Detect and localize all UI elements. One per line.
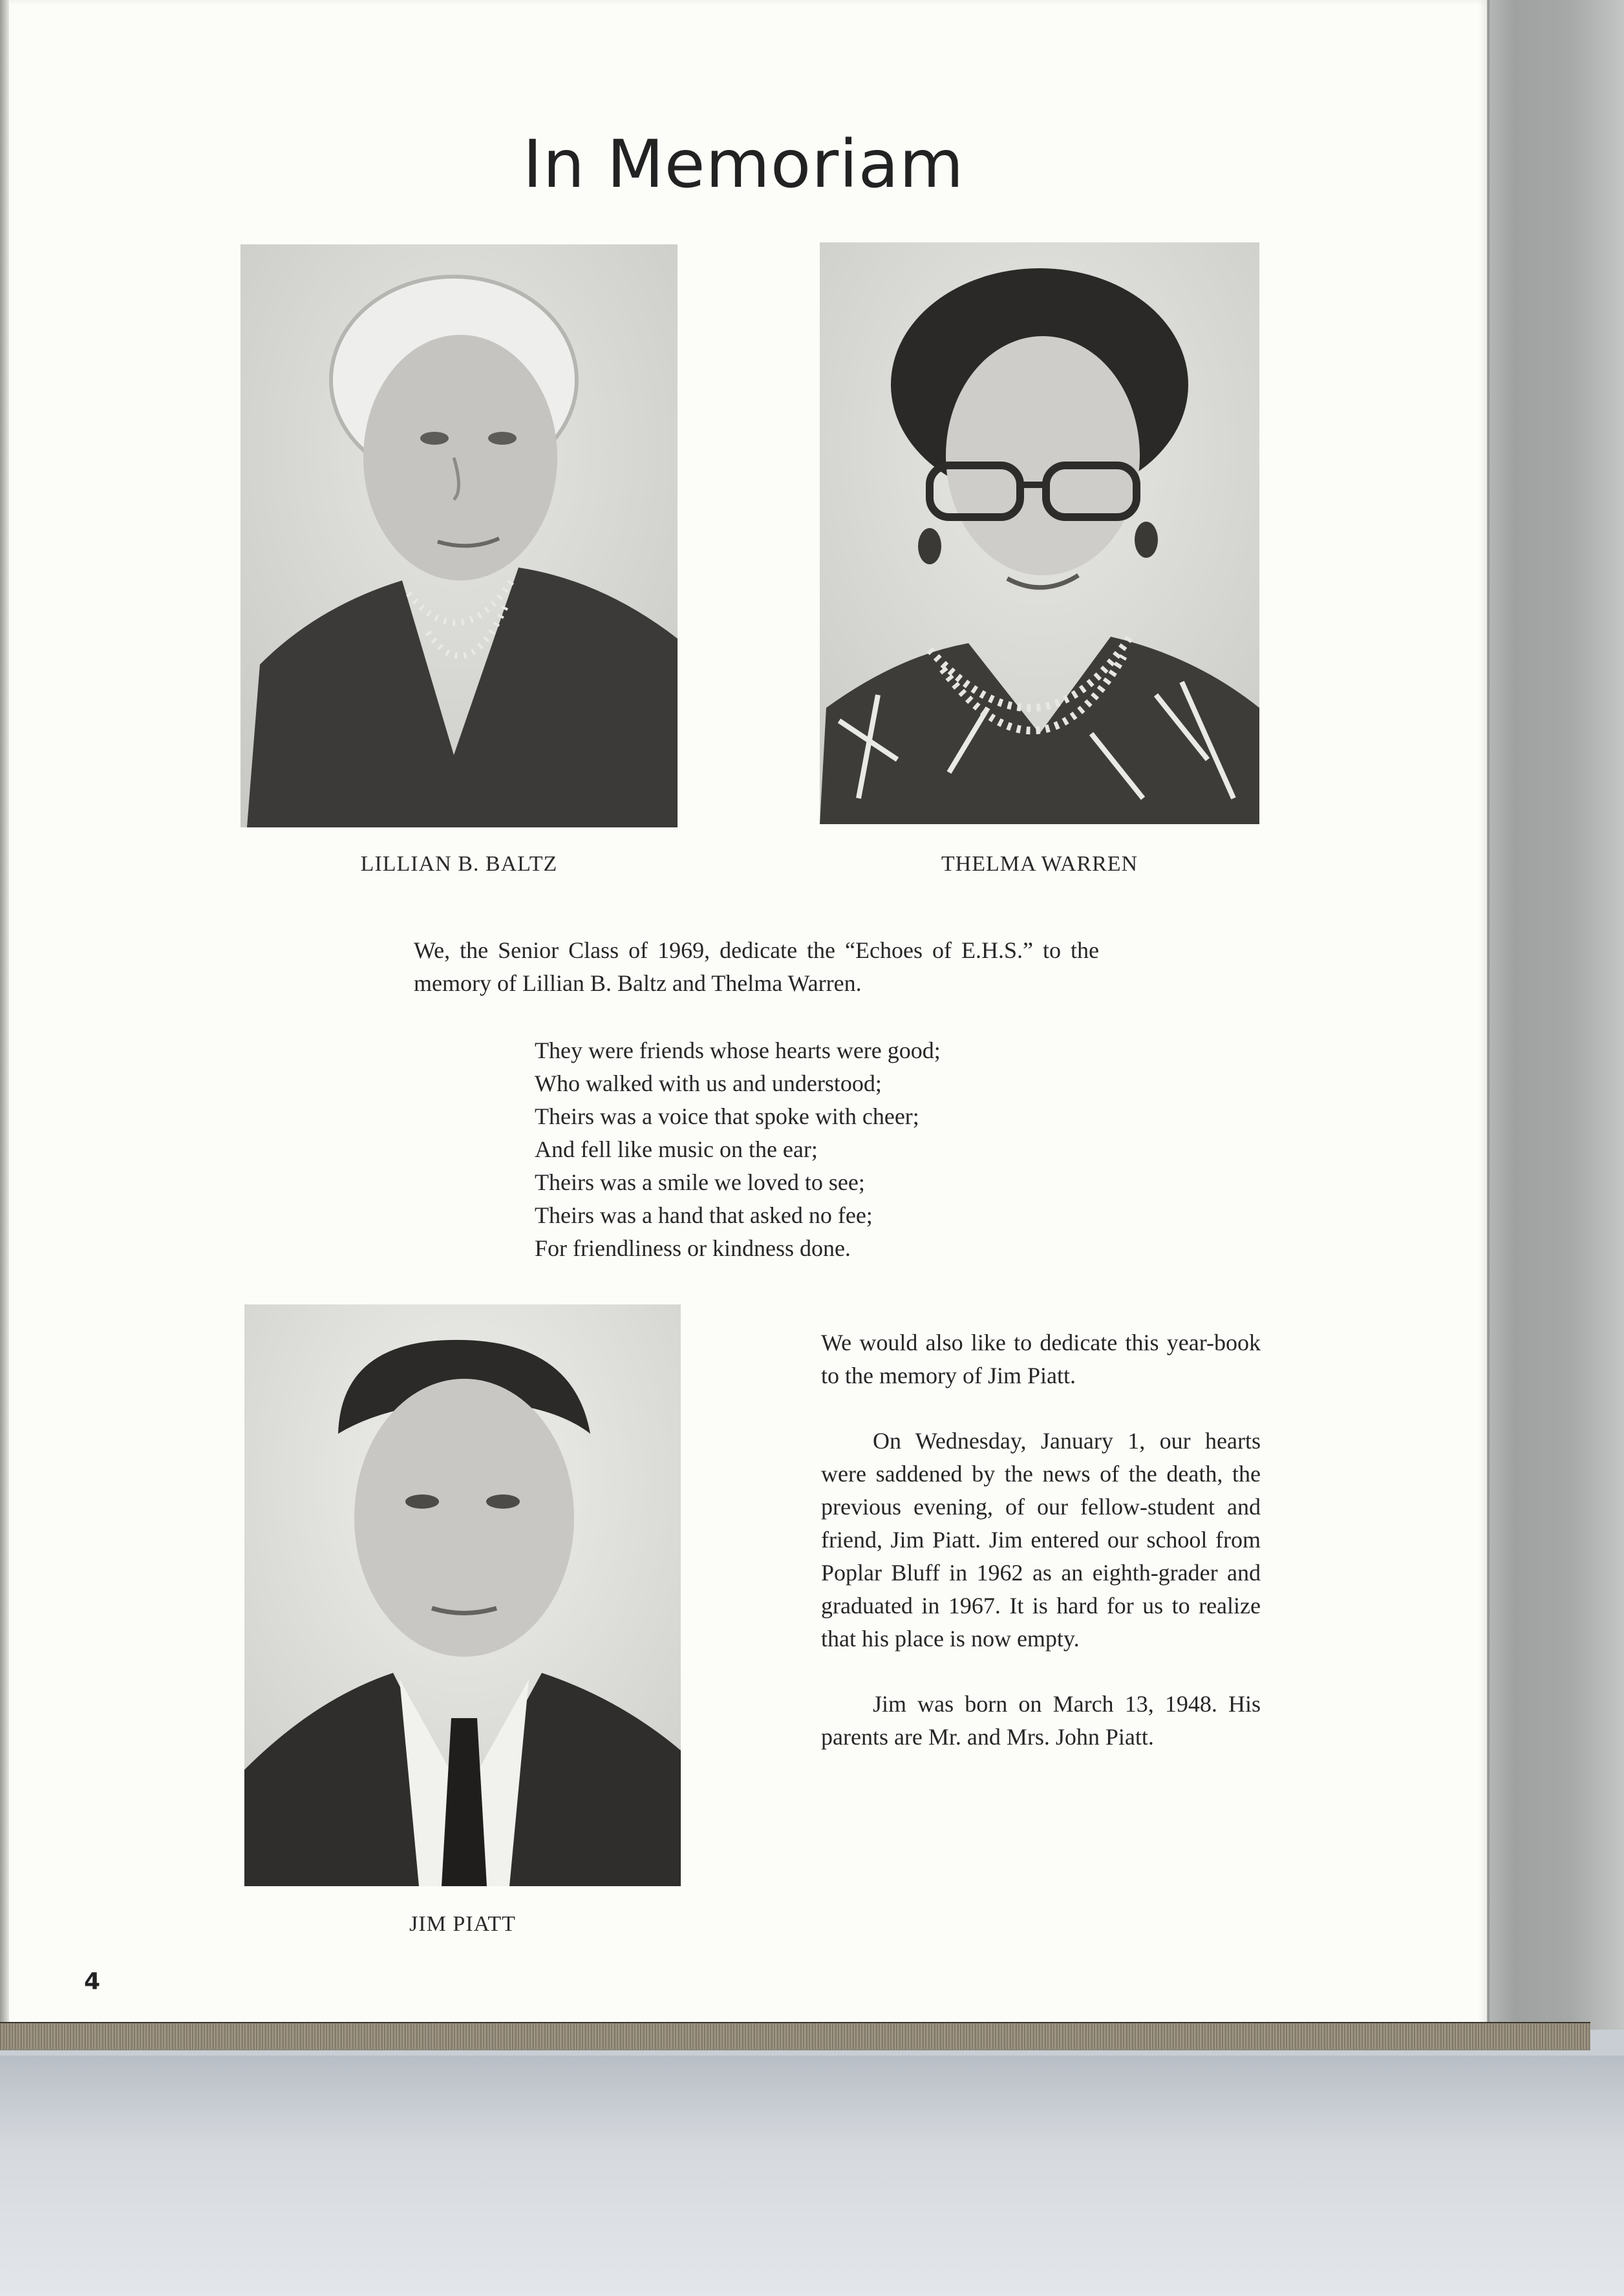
poem-line: Theirs was a hand that asked no fee; <box>535 1202 873 1228</box>
jim-birth-paragraph: Jim was born on March 13, 1948. His parents are Mr. and Mrs. John Piatt. <box>821 1691 1261 1750</box>
portrait-lillian-baltz <box>240 244 678 827</box>
caption-thelma-warren: THELMA WARREN <box>941 852 1138 876</box>
jim-news-paragraph: On Wednesday, January 1, our hearts were saddened by the news of the death, the previous evening, of our fellow-student and friend, Jim Piatt. Jim entered our school from Poplar Bluff in 1962 as an eighth-grader and graduated in 1967. It is hard for us to realize that his place is now empty. <box>821 1428 1261 1652</box>
caption-jim-piatt: JIM PIATT <box>409 1912 516 1936</box>
poem-line: Who walked with us and understood; <box>535 1070 882 1096</box>
jim-dedication-paragraph: We would also like to dedicate this year-book to the memory of Jim Piatt. <box>821 1330 1261 1388</box>
page-number: 4 <box>84 1968 101 1995</box>
scanner-background <box>0 2056 1624 2296</box>
poem-line: They were friends whose hearts were good; <box>535 1037 941 1063</box>
page-left-edge <box>0 0 9 2030</box>
poem-line: For friendliness or kindness done. <box>535 1235 851 1261</box>
poem-line: Theirs was a voice that spoke with cheer; <box>535 1103 919 1129</box>
poem-line: And fell like music on the ear; <box>535 1136 818 1162</box>
dedication-text: We, the Senior Class of 1969, dedicate the “Echoes of E.H.S.” to the memory of Lillian B. Baltz and Thelma Warren. <box>414 937 1099 996</box>
poem-line: Theirs was a smile we loved to see; <box>535 1169 865 1195</box>
page-title: In Memoriam <box>522 126 965 203</box>
poem <box>535 1034 1116 1265</box>
portrait-jim-piatt <box>244 1304 681 1886</box>
book-binding <box>1487 0 1624 2030</box>
caption-lillian-baltz: LILLIAN B. BALTZ <box>360 852 558 876</box>
portrait-thelma-warren <box>820 242 1259 824</box>
page-bottom-edge <box>0 2022 1590 2050</box>
jim-piatt-text <box>821 1326 1261 1786</box>
